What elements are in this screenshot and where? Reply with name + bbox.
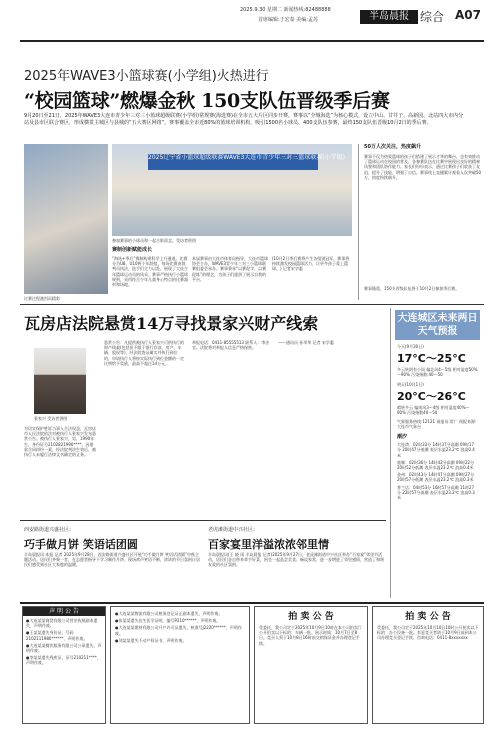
story-right-body: 半岛晨报讯(王 晓 雨 半岛晨报 记者)2025年9月27日，老虎滩街道中兴社区举办“百家宴”邻里节活动，居民们各自带来拿手好菜，围坐一起品尝美食、畅谈家常，进一步增进了邻里感情，营造了和谐友爱的社区氛围。 (208, 552, 384, 568)
weather-title: 大连城区未来两日天气预报 (395, 310, 480, 340)
masthead (0, 0, 500, 40)
auction-text-2: 受委托，我公司定于2025年10月10日10时公开拍卖以下标的：办公设备一批。有意竞买者请于10月9日前到本公司办理竞买登记手续。咨询电话：0411-8xxxxxxx (377, 625, 479, 641)
photo-caption-group: 参加赛事的小球员和一起合影留念。受访者供图 (112, 238, 196, 243)
tide-entry: 普兰店：04时53分 16时57分高潮 11时27分 22时57分低潮 表层水温23.2℃ 浪高0.3米 (397, 484, 475, 500)
notice-item: ●大连某某建材有限公司开户许可证遗失，核准号J2220******，声明作废。 (115, 625, 242, 636)
masthead-rule (20, 40, 484, 42)
event-banner-text: 2025辽宁省小篮球超级联赛WAVE3大连市青少年三对三篮球联赛(小学组) (148, 154, 345, 161)
statement-title: 声 明 公 告 (23, 607, 105, 616)
story-right-kicker: 老虎滩街道中兴社区： (208, 527, 259, 533)
masthead-date: 2025.9.30 星期二 新闻热线:82488888 (240, 7, 331, 13)
right-col-intro: 50万人次关注，热度飙升 (364, 144, 421, 150)
section-subheading: 赛制创新赋能成长 (112, 247, 153, 253)
statement-item: ●大连某某商贸有限公司营业执照副本遗失，声明作废。 (26, 618, 98, 629)
auction-box-1 (254, 606, 368, 724)
weather-day2-desc: 晴转多云 偏南风3～4级 相对湿度40%～90% 污染指数40～50 (397, 404, 470, 416)
column-divider (358, 144, 359, 300)
story-left-body: 半岛晨报讯 本报 记者 2025年9月28日，西安路街道兴盛社区开展“巧手做月饼 笑语话团圆”中秋主题活动。居民们齐聚一堂，在志愿者指导下学习制作月饼，现场欢声笑语不断，浓浓的节日氛围让居民们感受到社区大家庭的温暖。 (24, 552, 200, 568)
auction-box-2 (372, 606, 484, 724)
portrait-caption: 景家兴 受访者供图 (34, 416, 68, 421)
statement-item: ●王某某遗失身份证，号码2102111980******，声明作废。 (26, 630, 88, 641)
auction-title-2: 拍 卖 公 告 (405, 612, 451, 622)
tide-entry: 大连湾：02时33分 14时37分高潮 09时17分 20时47分低潮 表层水温23.2℃ 浪高0.4米 (397, 442, 475, 458)
court-body-col1: 为切实保护胜诉当事人合法权益，瓦房店市人民法院依法对被执行人景家兴发布悬赏公告。被执行人景家兴，男，1990年生，身份证号2102821990****。因借款合同纠纷一案，经法院判决生效后，被执行人未履行法律文书确定的义务。 (24, 426, 96, 458)
weather-day1-temp: 17°C～25°C (397, 352, 466, 366)
page-number: A07 (455, 8, 481, 22)
lead-paragraph: 9月20日至21日，2025年WAVE3大连市青少年三对三小篮球超级联赛(小学组)常规赛(海选赛)在全市五大片区同步开赛。赛事以“全城海选”为核心模式，设立中山、甘井子、高新园、北站四大市内分站及县市区联合赛区，形成横贯主城区与县城的“五大赛区网络”。赛事覆盖全市近80%的篮球培训机构，吸引1500名小球员、400支队伍参赛，最终150支队伍晋级10月2日的季后赛。 (24, 113, 464, 126)
photo-caption-action: 比赛过程激烈而精彩 (24, 296, 60, 301)
notice-item: ●张某某遗失出生医学证明，编号P210******，声明作废。 (115, 618, 221, 624)
section-title: 综合 (420, 10, 445, 24)
weather-day1-desc: 多云转阴有小雨 偏北风4～5级 相对湿度50%～90% 污染指数:40～50 (397, 367, 478, 378)
court-body-col3: 举报电话：0411-85555513 联系人：李法官。法院将对举报人信息严格保密。 (192, 340, 270, 351)
court-headline: 瓦房店法院悬赏14万寻找景家兴财产线索 (24, 314, 319, 333)
lead-headline: “校园篮球”燃爆金秋 150支队伍晋级季后赛 (24, 90, 390, 112)
weather-panel (390, 308, 484, 598)
story-left-kicker: 西安路街道兴盛社区： (24, 527, 75, 533)
masthead-editors: 首席编辑:于宏泰 美编:孟苏 (258, 17, 318, 23)
weather-note: 气象服务热线:12121 预报员:常广 预报来源:大连市气象台 (397, 419, 477, 430)
notice-item: ●大连某某物流有限公司税务登记证正副本遗失，声明作废。 (115, 611, 223, 616)
auction-title-1: 拍 卖 公 告 (288, 612, 334, 622)
tide-entry: 旅顺：02时36分 14时42分高潮 09时22分 20时52分低潮 表层水温23.2℃ 浪高0.4米 (397, 459, 475, 470)
footer-rule (20, 602, 484, 604)
tide-title: 潮汐 (397, 433, 408, 440)
statement-item: ●李某某遗失残疾证，证号210211****，声明作废。 (26, 655, 101, 666)
lead-body-col2: 本届赛事由大连市体育局指导，大连市篮球协会主办，WAVE3青少年三对三小篮球联赛组委会承办。赛事秉承“以赛促学、以赛促练”的理念，为孩子们提供了展示自我的平台。 (192, 256, 268, 282)
section-rule-2 (20, 520, 386, 521)
portrait-photo (34, 348, 86, 414)
event-banner (148, 154, 345, 170)
statement-item: ●大连某某餐饮服务有限公司公章遗失，声明作废。 (26, 642, 102, 654)
tide-entry: 金州：02时43分 14时47分高潮 09时27分 20时57分低潮 表层水温23.2℃ 浪高0.3米 (397, 472, 475, 483)
statement-box (22, 606, 106, 724)
newspaper-logo: 半岛晨报 (360, 10, 418, 24)
section-rule-1 (20, 304, 484, 305)
lead-body-col1: “海选+季后”赛制构建科学上升通道。比赛分为U8、U10两个年龄组，每场比赛由裁判员执法，选手们全力以赴，展现了大连少年篮球运动员的风采。赛事严格执行小篮球规则，采用符合少年儿童身心特点的比赛器材和场地。 (112, 256, 188, 288)
weather-day2-label: 明天(10月1日) (397, 381, 424, 387)
lead-kicker: 2025年WAVE3小篮球赛(小学组)火热进行 (24, 69, 269, 84)
weather-day2-temp: 20°C～26°C (397, 389, 466, 403)
notices-box (110, 606, 250, 724)
auction-text-1: 受委托，我公司定于2025年10月9日10时在本公司拍卖厅公开拍卖以下标的：车辆一批。展示时间：10月7日至8日。竞买人须于10月8日16时前交纳保证金并办理登记手续。 (259, 625, 362, 646)
story-right-headline: 百家宴里洋溢浓浓邻里情 (208, 538, 329, 551)
notice-item: ●刘某某遗失不动产权证书，声明作废。 (115, 637, 187, 643)
story-left-headline: 巧手做月饼 笑语话团圆 (24, 538, 138, 551)
right-col-text: 赛事不仅为热爱篮球的孩子们搭建了展示才华的舞台，也有效推动了篮球运动在校园的普及。各参赛队伍在比赛中展现出良好的精神风貌和团队协作能力。家长们纷纷表示，通过比赛孩子们收获了友谊，提升了技能，增强了自信。赛事线上直播累计观看人次突破50万，热度持续飙升。 (364, 154, 482, 180)
lead-body-col3: (10月2日季后赛将产生各组别冠军，赛事将持续激发校园篮球活力，让更多孩子爱上篮球。) 记者宋学惠 (272, 256, 350, 272)
weather-day1-label: 今天(9月30日) (397, 344, 424, 349)
court-reporter: ——通讯员 孙翠华 记者 宋学惠 (278, 340, 334, 345)
right-col-closing: 赛事隆重，150支晋级队伍将于10月2日参加季后赛。 (364, 286, 460, 291)
basketball-action-photo (24, 144, 108, 294)
court-body-col2: 悬赏公告：凡提供被执行人景家兴可供执行的财产线索(包括但不限于银行存款、房产、车辆、股权等)，经法院查证属实并执行到位的，申请执行人将按实际执行到位金额的一定比例给予奖励，最高不超过14万元。 (104, 340, 184, 366)
